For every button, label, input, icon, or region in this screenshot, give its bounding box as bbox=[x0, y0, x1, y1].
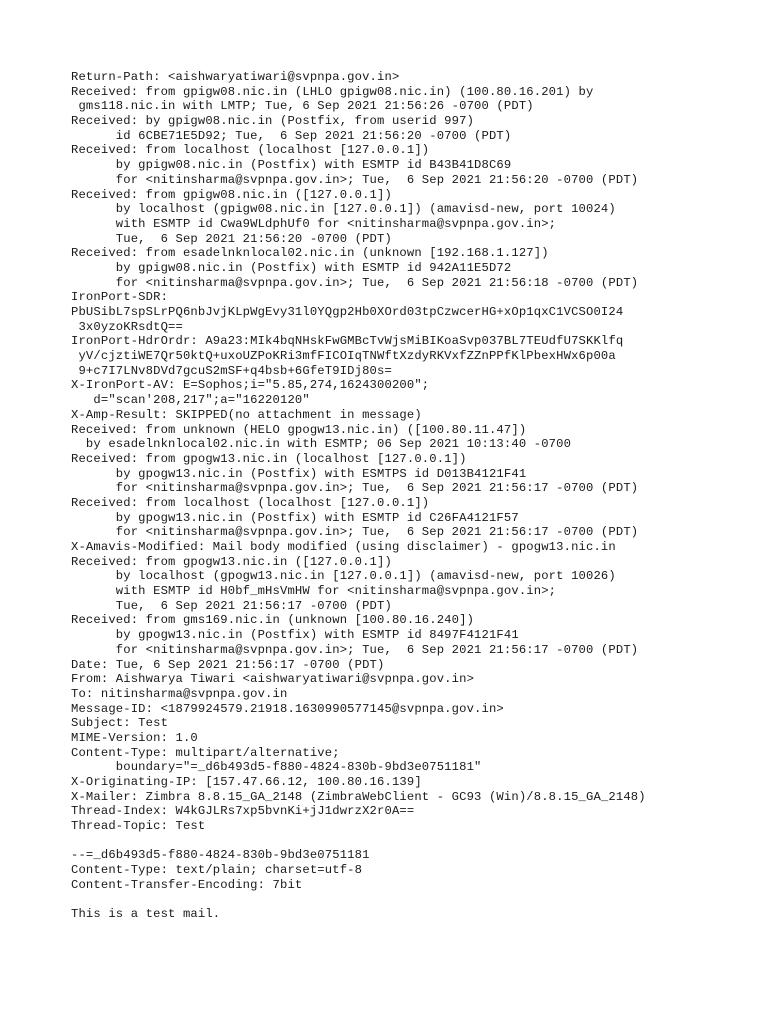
email-header-line: gms118.nic.in with LMTP; Tue, 6 Sep 2021 21:56:26 -0700 (PDT) bbox=[71, 99, 534, 114]
email-header-line: X-Originating-IP: [157.47.66.12, 100.80.16.139] bbox=[71, 775, 422, 789]
email-header-line: Subject: Test bbox=[71, 716, 169, 731]
email-header-line: Content-Type: text/plain; charset=utf-8 bbox=[71, 863, 363, 878]
email-header-line: Date: Tue, 6 Sep 2021 21:56:17 -0700 (PDT) bbox=[71, 657, 385, 672]
email-header-line: by gpigw08.nic.in (Postfix) with ESMTP id 942A11E5D72 bbox=[71, 260, 512, 275]
email-header-line: by gpigw08.nic.in (Postfix) with ESMTP id B43B41D8C69 bbox=[71, 158, 512, 173]
email-header-line: by gpogw13.nic.in (Postfix) with ESMTP id 8497F4121F41 bbox=[71, 628, 519, 643]
email-header-line: by localhost (gpogw13.nic.in [127.0.0.1]) (amavisd-new, port 10026) bbox=[71, 569, 616, 584]
email-header-line: by esadelnknlocal02.nic.in with ESMTP; 06 Sep 2021 10:13:40 -0700 bbox=[71, 437, 572, 452]
email-header-line: X-Amp-Result: SKIPPED(no attachment in message) bbox=[71, 407, 422, 422]
email-header-line: PbUSibL7spSLrPQ6nbJvjKLpWgEvy31l0YQgp2Hb0XOrd03tpCzwcerHG+xOp1qxC1VCSO0I24 bbox=[71, 305, 624, 319]
email-header-line: Message-ID: <1879924579.21918.1630990577145@svpnpa.gov.in> bbox=[71, 701, 504, 716]
email-header-line: Received: from gpogw13.nic.in (localhost [127.0.0.1]) bbox=[71, 451, 467, 466]
email-header-line: by localhost (gpigw08.nic.in [127.0.0.1]) (amavisd-new, port 10024) bbox=[71, 202, 616, 217]
email-header-line: X-Mailer: Zimbra 8.8.15_GA_2148 (ZimbraWebClient - GC93 (Win)/8.8.15_GA_2148) bbox=[71, 789, 646, 804]
email-header-line: Received: from localhost (localhost [127.0.0.1]) bbox=[71, 143, 430, 158]
email-header-line: for <nitinsharma@svpnpa.gov.in>; Tue, 6 Sep 2021 21:56:20 -0700 (PDT) bbox=[71, 172, 639, 187]
email-header-line: boundary="=_d6b493d5-f880-4824-830b-9bd3e0751181" bbox=[71, 760, 482, 775]
email-header-line: From: Aishwarya Tiwari <aishwaryatiwari@svpnpa.gov.in> bbox=[71, 672, 475, 687]
email-header-line: This is a test mail. bbox=[71, 907, 221, 922]
email-header-line: for <nitinsharma@svpnpa.gov.in>; Tue, 6 Sep 2021 21:56:18 -0700 (PDT) bbox=[71, 275, 639, 290]
email-header-line: Tue, 6 Sep 2021 21:56:20 -0700 (PDT) bbox=[71, 231, 392, 246]
email-header-line: Thread-Topic: Test bbox=[71, 819, 206, 834]
email-header-line: Return-Path: <aishwaryatiwari@svpnpa.gov.in> bbox=[71, 70, 400, 84]
email-header-line: Content-Transfer-Encoding: 7bit bbox=[71, 877, 303, 892]
email-header-line: by gpogw13.nic.in (Postfix) with ESMTP id C26FA4121F57 bbox=[71, 510, 519, 525]
email-header-line: MIME-Version: 1.0 bbox=[71, 730, 198, 745]
email-header-line: Content-Type: multipart/alternative; bbox=[71, 745, 340, 760]
email-header-line: Received: from esadelnknlocal02.nic.in (unknown [192.168.1.127]) bbox=[71, 246, 549, 261]
email-header-line: for <nitinsharma@svpnpa.gov.in>; Tue, 6 Sep 2021 21:56:17 -0700 (PDT) bbox=[71, 642, 639, 657]
email-header-line: by gpogw13.nic.in (Postfix) with ESMTPS id D013B4121F41 bbox=[71, 466, 527, 481]
email-header-line: id 6CBE71E5D92; Tue, 6 Sep 2021 21:56:20 -0700 (PDT) bbox=[71, 128, 512, 143]
email-header-line: 3x0yzoKRsdtQ== bbox=[71, 319, 183, 334]
email-header-line: Received: from unknown (HELO gpogw13.nic.in) ([100.80.11.47]) bbox=[71, 422, 527, 437]
email-header-line: Received: from gpogw13.nic.in ([127.0.0.1]) bbox=[71, 554, 392, 569]
email-header-line: Received: from gpigw08.nic.in (LHLO gpigw08.nic.in) (100.80.16.201) by bbox=[71, 84, 594, 99]
email-header-line bbox=[71, 893, 761, 908]
email-header-line: Thread-Index: W4kGJLRs7xp5bvnKi+jJ1dwrzX2r0A== bbox=[71, 804, 415, 819]
email-header-line: X-Amavis-Modified: Mail body modified (using disclaimer) - gpogw13.nic.in bbox=[71, 540, 616, 554]
email-source-text bbox=[71, 70, 761, 922]
email-header-line bbox=[71, 834, 761, 849]
email-header-line: IronPort-SDR: bbox=[71, 290, 169, 305]
email-header-line: Received: from localhost (localhost [127.0.0.1]) bbox=[71, 495, 430, 510]
email-header-line: IronPort-HdrOrdr: A9a23:MIk4bqNHskFwGMBcTvWjsMiBIKoaSvp037BL7TEUdfU7SKKlfq bbox=[71, 334, 624, 349]
email-header-line: Tue, 6 Sep 2021 21:56:17 -0700 (PDT) bbox=[71, 598, 392, 613]
email-header-line: Received: by gpigw08.nic.in (Postfix, from userid 997) bbox=[71, 114, 475, 129]
email-header-line: yV/cjztiWE7Qr50ktQ+uxoUZPoKRi3mfFICOIqTNWftXzdyRKVxfZZnPPfKlPbexHWx6p00a bbox=[71, 349, 616, 364]
email-header-line: Received: from gpigw08.nic.in ([127.0.0.1]) bbox=[71, 187, 392, 202]
email-header-line: d="scan'208,217";a="16220120" bbox=[71, 393, 310, 408]
email-header-line: To: nitinsharma@svpnpa.gov.in bbox=[71, 686, 288, 701]
email-header-line: for <nitinsharma@svpnpa.gov.in>; Tue, 6 Sep 2021 21:56:17 -0700 (PDT) bbox=[71, 481, 639, 496]
email-header-line: X-IronPort-AV: E=Sophos;i="5.85,274,1624300200"; bbox=[71, 378, 430, 393]
email-header-line: for <nitinsharma@svpnpa.gov.in>; Tue, 6 Sep 2021 21:56:17 -0700 (PDT) bbox=[71, 525, 639, 540]
email-header-line: with ESMTP id H0bf_mHsVmHW for <nitinsharma@svpnpa.gov.in>; bbox=[71, 584, 557, 599]
email-header-line: Received: from gms169.nic.in (unknown [100.80.16.240]) bbox=[71, 613, 475, 628]
email-header-line: --=_d6b493d5-f880-4824-830b-9bd3e0751181 bbox=[71, 848, 370, 863]
email-header-line: with ESMTP id Cwa9WLdphUf0 for <nitinsharma@svpnpa.gov.in>; bbox=[71, 216, 557, 231]
email-header-line: 9+c7I7LNv8DVd7gcuS2mSF+q4bsb+6GfeT9IDj80s= bbox=[71, 363, 392, 378]
